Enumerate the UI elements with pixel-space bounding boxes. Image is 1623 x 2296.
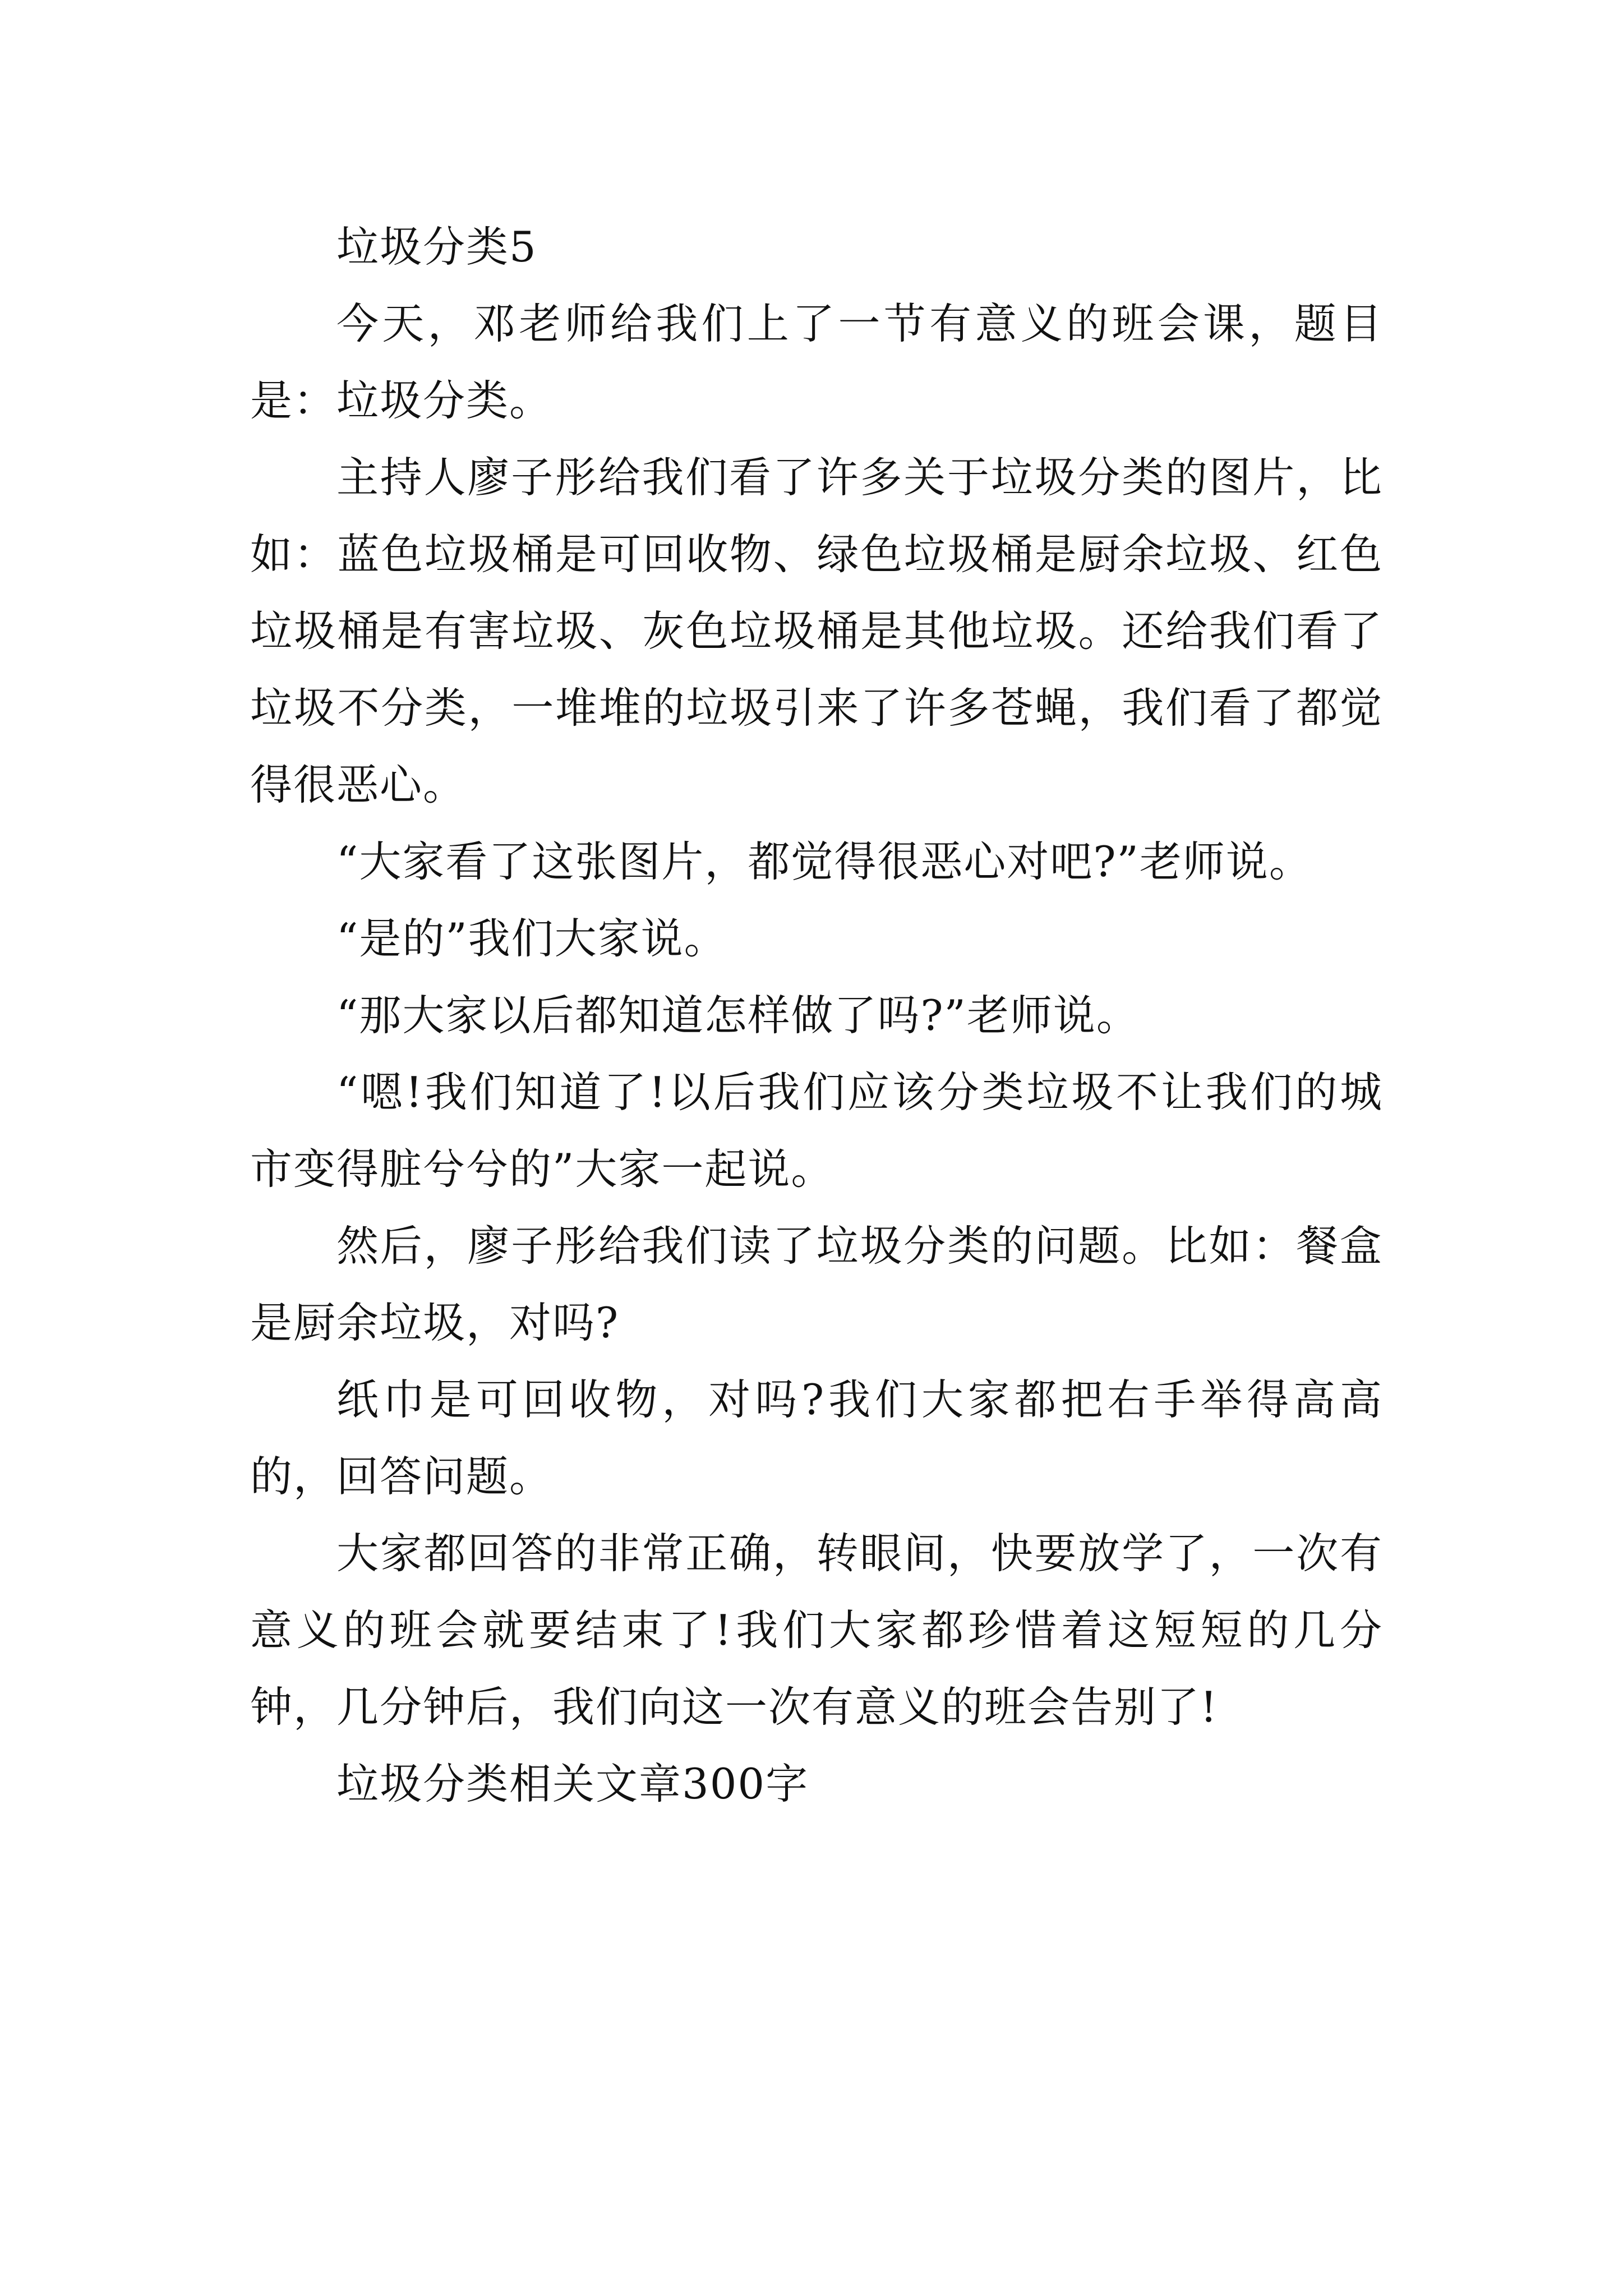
paragraph-related-heading: 垃圾分类相关文章300字 (336, 1759, 809, 1809)
paragraph-ending: 大家都回答的非常正确，转眼间，快要放学了，一次有意义的班会就要结束了!我们大家都珍惜着这短短的几分钟，几分钟后，我们向这一次有意义的班会告别了! (250, 1529, 1383, 1732)
paragraph-questions: 然后，廖子彤给我们读了垃圾分类的问题。比如：餐盒是厨余垃圾，对吗? (250, 1221, 1383, 1347)
paragraph-intro: 今天，邓老师给我们上了一节有意义的班会课，题目是：垃圾分类。 (250, 299, 1383, 425)
paragraph-dialogue-teacher-1: “大家看了这张图片，都觉得很恶心对吧?”老师说。 (336, 837, 1312, 886)
paragraph-dialogue-class-2: “嗯!我们知道了!以后我们应该分类垃圾不让我们的城市变得脏兮兮的”大家一起说。 (250, 1068, 1383, 1194)
paragraph-answer: 纸巾是可回收物，对吗?我们大家都把右手举得高高的，回答问题。 (250, 1375, 1383, 1501)
paragraph-title: 垃圾分类5 (336, 222, 537, 272)
paragraph-pictures: 主持人廖子彤给我们看了许多关于垃圾分类的图片，比如：蓝色垃圾桶是可回收物、绿色垃圾桶是厨余垃圾、红色垃圾桶是有害垃圾、灰色垃圾桶是其他垃圾。还给我们看了垃圾不分类，一堆堆的垃圾引来了许多苍蝇，我们看了都觉得很恶心。 (250, 453, 1383, 809)
paragraph-dialogue-teacher-2: “那大家以后都知道怎样做了吗?”老师说。 (336, 991, 1140, 1040)
document-body (250, 209, 1383, 1823)
paragraph-dialogue-class-1: “是的”我们大家说。 (336, 914, 727, 963)
